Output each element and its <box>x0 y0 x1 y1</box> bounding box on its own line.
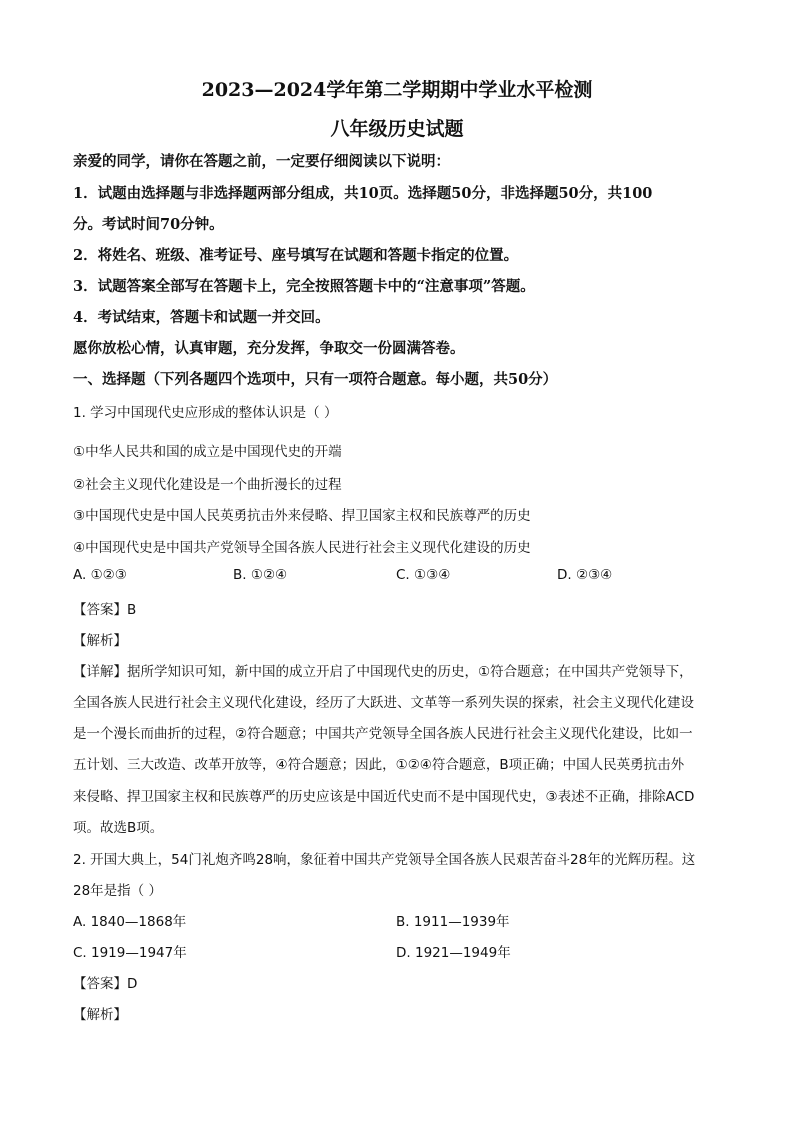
q2-stem-line-1: 2. 开国大典上，54门礼炮齐鸣28响，象征着中国共产党领导全国各族人民艰苦奋斗28年的光辉历程。这 <box>73 852 696 868</box>
exam-subtitle: 八年级历史试题 <box>330 118 464 140</box>
q1-option-a: A. ①②③ <box>73 567 127 583</box>
instructions-closing: 愿你放松心情，认真审题，充分发挥，争取交一份圆满答卷。 <box>73 340 465 357</box>
q2-answer: 【答案】D <box>73 976 138 992</box>
section-heading-choice: 一、选择题（下列各题四个选项中，只有一项符合题意。每小题，共50分） <box>73 371 558 388</box>
q1-analysis-label: 【解析】 <box>73 633 127 649</box>
q1-statement-2: ②社会主义现代化建设是一个曲折漫长的过程 <box>73 477 342 493</box>
instructions-greeting: 亲爱的同学，请你在答题之前，一定要仔细阅读以下说明： <box>73 153 450 170</box>
instruction-item-3: 3．试题答案全部写在答题卡上，完全按照答题卡中的“注意事项”答题。 <box>73 278 535 295</box>
q1-detail-line-3: 是一个漫长而曲折的过程，②符合题意；中国共产党领导全国各族人民进行社会主义现代化建设，比如一 <box>73 726 693 742</box>
instruction-item-1-line-2: 分。考试时间70分钟。 <box>73 216 224 233</box>
q2-stem-line-2: 28年是指（ ） <box>73 883 162 899</box>
q1-detail-line-1: 【详解】据所学知识可知，新中国的成立开启了中国现代史的历史，①符合题意；在中国共产党领导下， <box>73 664 693 680</box>
q1-statement-1: ①中华人民共和国的成立是中国现代史的开端 <box>73 444 342 460</box>
q2-option-b: B. 1911—1939年 <box>396 914 510 930</box>
q1-detail-line-5: 来侵略、捍卫国家主权和民族尊严的历史应该是中国近代史而不是中国现代史，③表述不正确，排除ACD <box>73 789 695 805</box>
exam-title: 2023—2024学年第二学期期中学业水平检测 <box>201 79 593 101</box>
q2-option-c: C. 1919—1947年 <box>73 945 187 961</box>
q1-detail-line-4: 五计划、三大改造、改革开放等，④符合题意；因此，①②④符合题意，B项正确；中国人民英勇抗击外 <box>73 757 685 773</box>
instruction-item-1-line-1: 1．试题由选择题与非选择题两部分组成，共10页。选择题50分，非选择题50分，共100 <box>73 185 653 202</box>
q2-analysis-label: 【解析】 <box>73 1007 127 1023</box>
q1-option-d: D. ②③④ <box>557 567 613 583</box>
instruction-item-4: 4．考试结束，答题卡和试题一并交回。 <box>73 309 330 326</box>
q1-stem: 1. 学习中国现代史应形成的整体认识是（ ） <box>73 405 338 421</box>
q1-detail-line-2: 全国各族人民进行社会主义现代化建设，经历了大跃进、文革等一系列失误的探索，社会主义现代化建设 <box>73 695 694 711</box>
q1-statement-4: ④中国现代史是中国共产党领导全国各族人民进行社会主义现代化建设的历史 <box>73 540 531 556</box>
q2-option-a: A. 1840—1868年 <box>73 914 187 930</box>
q1-option-b: B. ①②④ <box>233 567 288 583</box>
q1-statement-3: ③中国现代史是中国人民英勇抗击外来侵略、捍卫国家主权和民族尊严的历史 <box>73 508 531 524</box>
q1-detail-line-6: 项。故选B项。 <box>73 820 164 836</box>
q2-option-d: D. 1921—1949年 <box>396 945 511 961</box>
q1-answer: 【答案】B <box>73 602 137 618</box>
instruction-item-2: 2．将姓名、班级、准考证号、座号填写在试题和答题卡指定的位置。 <box>73 247 519 264</box>
q1-option-c: C. ①③④ <box>396 567 451 583</box>
